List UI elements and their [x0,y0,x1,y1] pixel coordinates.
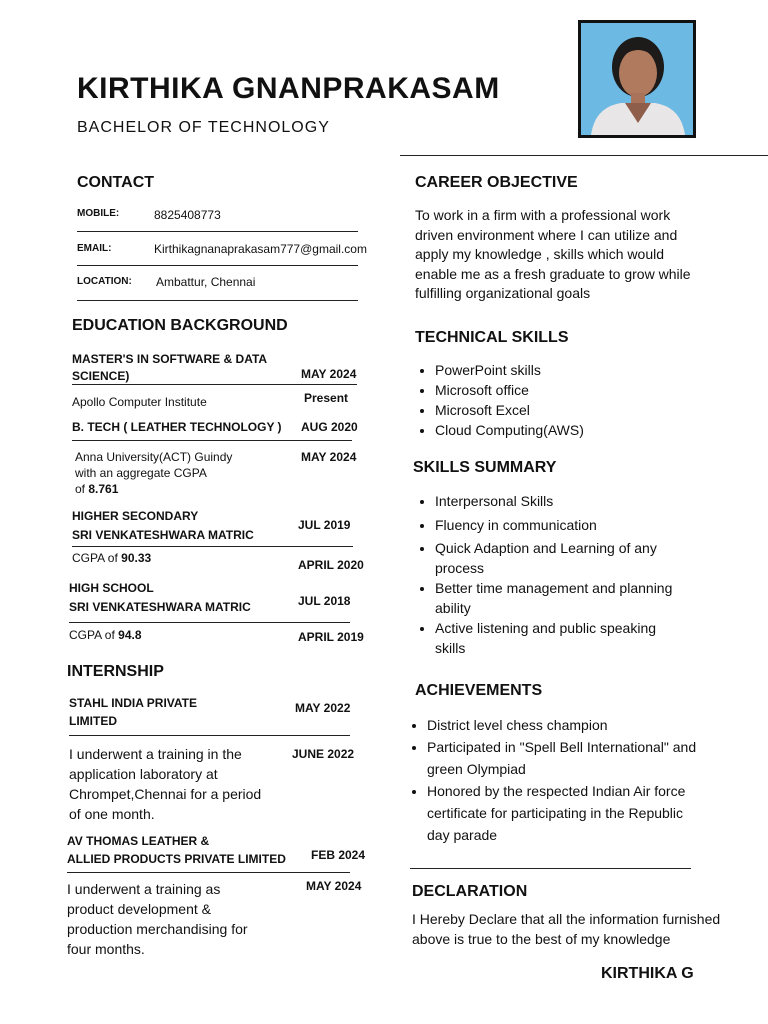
list-item: • PowerPoint skills [435,360,584,380]
stahl-desc-line: Chrompet,Chennai for a period [69,786,262,802]
education-divider [69,622,350,623]
list-item: • Microsoft office [435,380,584,400]
header-divider [400,155,768,156]
masters-institute: Apollo Computer Institute [72,395,207,409]
signature-name: KIRTHIKA G [601,965,694,982]
avt-desc-line: production merchandising for [67,921,248,937]
school-cgpa: 94.8 [118,628,142,642]
list-item: • Microsoft Excel [435,400,584,420]
location-label: LOCATION: [77,276,132,287]
avt-end-date: MAY 2024 [306,879,362,893]
btech-degree: B. TECH ( LEATHER TECHNOLOGY ) [72,420,282,434]
school-cgpa-prefix: CGPA of [69,628,115,642]
stahl-desc-line: application laboratory at [69,766,218,782]
candidate-name: KIRTHIKA GNANPRAKASAM [77,72,500,105]
mobile-value: 8825408773 [154,208,221,222]
stahl-start-date: MAY 2022 [295,701,351,715]
education-divider [72,440,352,441]
portrait-image [581,23,693,135]
list-item: • Quick Adaption and Learning of any process [435,538,672,578]
hsc-school [72,507,254,545]
hsc-line1: HIGHER SECONDARY [72,509,199,523]
hsc-line2: SRI VENKATESHWARA MATRIC [72,528,254,542]
hsc-end-date: APRIL 2020 [298,558,364,572]
list-item: • Better time management and planning ability [435,578,672,618]
list-item: • Cloud Computing(AWS) [435,420,584,440]
avt-start-date: FEB 2024 [311,848,366,862]
btech-details [75,449,232,497]
contact-divider [77,300,358,301]
internship-heading: INTERNSHIP [67,663,164,680]
avt-desc-line: I underwent a training as [67,881,221,897]
hsc-start-date: JUL 2019 [298,518,351,532]
declaration-line1: I Hereby Declare that all the information furnished [412,911,721,927]
stahl-line1: STAHL INDIA PRIVATE [69,696,198,710]
declaration-line2: above is true to the best of my knowledge [412,931,671,947]
btech-end-date: MAY 2024 [301,450,357,464]
education-divider [72,384,357,385]
hsc-cgpa: 90.33 [121,551,152,565]
btech-line1: Anna University(ACT) Guindy [75,450,233,464]
location-value: Ambattur, Chennai [156,275,256,289]
avt-line1: AV THOMAS LEATHER & [67,834,210,848]
career-line: driven environment where I can utilize and [415,226,678,243]
masters-degree [72,351,267,385]
contact-heading: CONTACT [77,174,155,191]
avt-desc-line: product development & [67,901,211,917]
high-school [69,579,251,617]
btech-start-date: AUG 2020 [301,420,358,434]
contact-divider [77,231,358,232]
masters-line2: SCIENCE) [72,369,130,383]
career-line: To work in a firm with a professional work [415,207,671,223]
list-item: • Interpersonal Skills [435,491,672,511]
list-item: • Honored by the respected Indian Air force certificate for participating in the Republic day parade [427,780,696,846]
mobile-label: MOBILE: [77,208,120,219]
technical-skills-list [415,360,584,440]
school-line2: SRI VENKATESHWARA MATRIC [69,600,251,614]
internship-divider [67,872,350,873]
stahl-company [69,694,197,730]
career-line: apply my knowledge , skills which would [415,246,664,263]
avt-description [67,879,248,959]
stahl-desc-line: of one month. [69,806,155,822]
profile-photo [578,20,696,138]
stahl-line2: LIMITED [69,714,117,728]
btech-cgpa: 8.761 [88,482,119,496]
list-item: • Fluency in communication [435,515,672,535]
avt-desc-line: four months. [67,941,145,957]
masters-start-date: MAY 2024 [301,367,357,381]
list-item: • District level chess champion [427,714,696,736]
school-cgpa-line [69,628,142,642]
skills-summary-list [415,491,672,658]
hsc-cgpa-prefix: CGPA of [72,551,118,565]
avt-company [67,832,286,868]
career-objective-heading: CAREER OBJECTIVE [415,174,578,191]
internship-divider [69,735,350,736]
school-start-date: JUL 2018 [298,594,351,608]
stahl-end-date: JUNE 2022 [292,747,355,761]
school-line1: HIGH SCHOOL [69,581,154,595]
technical-skills-heading: TECHNICAL SKILLS [415,329,569,346]
list-item: • Active listening and public speaking skills [435,618,672,658]
achievements-list [407,714,696,846]
declaration-text [412,909,720,949]
masters-line1: MASTER'S IN SOFTWARE & DATA [72,352,268,366]
degree-subtitle: BACHELOR OF TECHNOLOGY [77,119,330,136]
school-end-date: APRIL 2019 [298,630,364,644]
education-heading: EDUCATION BACKGROUND [72,317,288,334]
career-line: fulfilling organizational goals [415,285,591,302]
skills-summary-heading: SKILLS SUMMARY [413,459,557,476]
stahl-description [69,744,261,824]
achievements-heading: ACHIEVEMENTS [415,682,543,699]
declaration-heading: DECLARATION [412,883,528,900]
education-divider [72,546,353,547]
email-value: Kirthikagnanaprakasam777@gmail.com [154,242,367,256]
declaration-divider [410,868,691,869]
btech-line3-prefix: of [75,482,86,496]
list-item: • Participated in "Spell Bell International" and green Olympiad [427,736,696,780]
btech-line2: with an aggregate CGPA [75,466,207,480]
career-objective-text [415,206,691,304]
email-label: EMAIL: [77,243,112,254]
avt-line2: ALLIED PRODUCTS PRIVATE LIMITED [67,852,286,866]
contact-divider [77,265,358,266]
career-line: enable me as a fresh graduate to grow while [415,265,691,282]
hsc-cgpa-line [72,551,151,565]
masters-end-date: Present [304,391,349,405]
stahl-desc-line: I underwent a training in the [69,746,242,762]
